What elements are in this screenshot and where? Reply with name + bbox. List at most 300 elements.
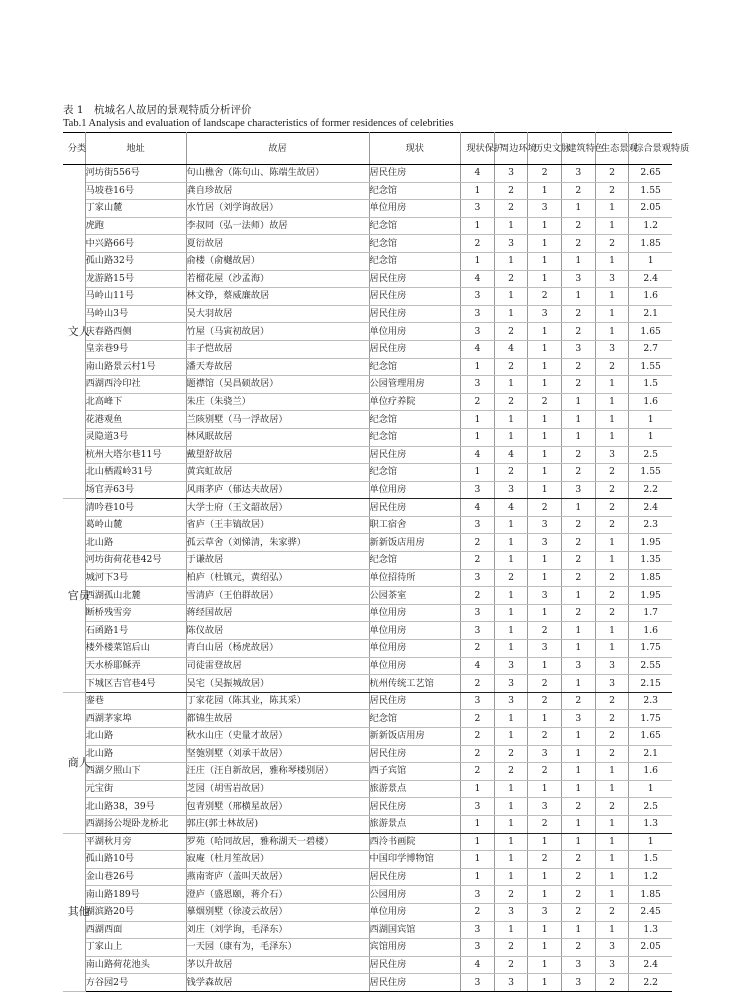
history-cell: 1 [528, 182, 562, 200]
surroundings-cell: 1 [494, 288, 528, 306]
table-row [63, 675, 672, 693]
ecology-cell: 1 [595, 305, 629, 323]
surroundings-cell: 1 [494, 815, 528, 833]
address-cell: 天水桥耶稣弄 [85, 657, 186, 675]
overall-cell: 2.55 [629, 657, 672, 675]
status-cell: 纪念馆 [369, 217, 461, 235]
overall-cell: 1.3 [629, 921, 672, 939]
category-cell [63, 165, 90, 499]
status-cell: 职工宿舍 [369, 516, 461, 534]
ecology-cell: 3 [595, 956, 629, 974]
overall-cell: 2.45 [629, 903, 672, 921]
surroundings-cell: 2 [494, 886, 528, 904]
residence-cell: 芝园（胡雪岩故居） [186, 780, 369, 798]
architecture-cell: 2 [562, 217, 596, 235]
overall-cell: 1.3 [629, 815, 672, 833]
ecology-cell: 1 [595, 921, 629, 939]
table-row [63, 728, 672, 746]
status-cell: 公园茶室 [369, 587, 461, 605]
header-residence: 故居 [186, 133, 369, 165]
history-cell: 1 [528, 464, 562, 482]
table-row [63, 393, 672, 411]
table-row [63, 200, 672, 218]
surroundings-cell: 2 [494, 745, 528, 763]
address-cell: 銮巷 [85, 692, 186, 710]
status-cell: 纪念馆 [369, 464, 461, 482]
architecture-cell: 1 [562, 728, 596, 746]
architecture-cell: 1 [562, 833, 596, 851]
surroundings-cell: 2 [494, 763, 528, 781]
status-cell: 单位招待所 [369, 569, 461, 587]
history-cell: 1 [528, 446, 562, 464]
protection-cell: 3 [461, 481, 495, 499]
overall-cell: 1.55 [629, 182, 672, 200]
status-cell: 宾馆用房 [369, 939, 461, 957]
table-row [63, 710, 672, 728]
table-row [63, 604, 672, 622]
architecture-cell: 1 [562, 675, 596, 693]
surroundings-cell: 2 [494, 569, 528, 587]
address-cell: 花港观鱼 [85, 411, 186, 429]
status-cell: 公园管理用房 [369, 376, 461, 394]
ecology-cell: 1 [595, 252, 629, 270]
history-cell: 1 [528, 358, 562, 376]
architecture-cell: 3 [562, 165, 596, 183]
table-row [63, 886, 672, 904]
residence-cell: 若榴花屋（沙孟海） [186, 270, 369, 288]
ecology-cell: 2 [595, 569, 629, 587]
residence-cell: 戴望舒故居 [186, 446, 369, 464]
history-cell: 1 [528, 956, 562, 974]
ecology-cell: 1 [595, 428, 629, 446]
residence-cell: 包青别墅（邢横星故居） [186, 798, 369, 816]
protection-cell: 2 [461, 745, 495, 763]
status-cell: 居民住房 [369, 305, 461, 323]
architecture-cell: 2 [562, 569, 596, 587]
category-cell [63, 833, 90, 991]
address-cell: 孤山路10号 [85, 851, 186, 869]
surroundings-cell: 3 [494, 481, 528, 499]
overall-cell: 1.5 [629, 376, 672, 394]
architecture-cell: 3 [562, 657, 596, 675]
surroundings-cell: 1 [494, 780, 528, 798]
table-row [63, 956, 672, 974]
residence-cell: 蒋经国故居 [186, 604, 369, 622]
protection-cell: 3 [461, 200, 495, 218]
caption-chinese: 表 1 杭城名人故居的景观特质分析评价 [63, 104, 252, 116]
history-cell: 2 [528, 165, 562, 183]
overall-cell: 1 [629, 252, 672, 270]
ecology-cell: 1 [595, 217, 629, 235]
residence-cell: 水竹居（刘学询故居） [186, 200, 369, 218]
history-cell: 1 [528, 481, 562, 499]
table-row [63, 499, 672, 517]
surroundings-cell: 2 [494, 393, 528, 411]
residence-cell: 风雨茅庐（郁达夫故居） [186, 481, 369, 499]
overall-cell: 1.65 [629, 728, 672, 746]
category-label: 其他 [67, 905, 90, 919]
overall-cell: 2.2 [629, 481, 672, 499]
architecture-cell: 2 [562, 446, 596, 464]
address-cell: 葛岭山麓 [85, 516, 186, 534]
architecture-cell: 2 [562, 798, 596, 816]
architecture-cell: 2 [562, 604, 596, 622]
status-cell: 西子宾馆 [369, 763, 461, 781]
residence-cell: 吴大羽故居 [186, 305, 369, 323]
status-cell: 杭州传统工艺馆 [369, 675, 461, 693]
history-cell: 3 [528, 745, 562, 763]
header-ecology: 生态景观 [595, 133, 629, 165]
address-cell: 金山巷26号 [85, 868, 186, 886]
architecture-cell: 3 [562, 481, 596, 499]
table-row [63, 974, 672, 992]
ecology-cell: 2 [595, 710, 629, 728]
history-cell: 2 [528, 763, 562, 781]
address-cell: 北山路38，39号 [85, 798, 186, 816]
header-status: 现状 [369, 133, 461, 165]
surroundings-cell: 3 [494, 657, 528, 675]
ecology-cell: 2 [595, 235, 629, 253]
history-cell: 1 [528, 939, 562, 957]
address-cell: 西湖茅家埠 [85, 710, 186, 728]
history-cell: 3 [528, 305, 562, 323]
history-cell: 3 [528, 640, 562, 658]
ecology-cell: 1 [595, 780, 629, 798]
architecture-cell: 3 [562, 956, 596, 974]
table-row [63, 640, 672, 658]
architecture-cell: 1 [562, 428, 596, 446]
surroundings-cell: 1 [494, 798, 528, 816]
status-cell: 单位用房 [369, 622, 461, 640]
status-cell: 单位疗养院 [369, 393, 461, 411]
residence-cell: 龚自珍故居 [186, 182, 369, 200]
history-cell: 3 [528, 903, 562, 921]
protection-cell: 3 [461, 323, 495, 341]
status-cell: 纪念馆 [369, 710, 461, 728]
status-cell: 西湖国宾馆 [369, 921, 461, 939]
protection-cell: 3 [461, 516, 495, 534]
address-cell: 湖滨路20号 [85, 903, 186, 921]
residence-cell: 钱学森故居 [186, 974, 369, 992]
overall-cell: 1.75 [629, 640, 672, 658]
table-header-row [63, 133, 672, 165]
ecology-cell: 3 [595, 939, 629, 957]
residence-cell: 郭庄(郭士林故居) [186, 815, 369, 833]
overall-cell: 2.4 [629, 499, 672, 517]
surroundings-cell: 3 [494, 165, 528, 183]
surroundings-cell: 1 [494, 411, 528, 429]
surroundings-cell: 1 [494, 516, 528, 534]
architecture-cell: 2 [562, 358, 596, 376]
residence-cell: 茅以升故居 [186, 956, 369, 974]
surroundings-cell: 2 [494, 182, 528, 200]
overall-cell: 1.7 [629, 604, 672, 622]
status-cell: 单位用房 [369, 657, 461, 675]
history-cell: 3 [528, 798, 562, 816]
address-cell: 南山路189号 [85, 886, 186, 904]
overall-cell: 2.3 [629, 692, 672, 710]
overall-cell: 2.5 [629, 446, 672, 464]
residence-cell: 柏庐（杜镇元，黄绍弘） [186, 569, 369, 587]
residence-cell: 寂庵（杜月笙故居） [186, 851, 369, 869]
ecology-cell: 1 [595, 411, 629, 429]
history-cell: 2 [528, 851, 562, 869]
protection-cell: 2 [461, 675, 495, 693]
landscape-evaluation-table [63, 132, 690, 992]
status-cell: 居民住房 [369, 499, 461, 517]
overall-cell: 2.5 [629, 798, 672, 816]
history-cell: 1 [528, 974, 562, 992]
protection-cell: 1 [461, 780, 495, 798]
history-cell: 3 [528, 516, 562, 534]
protection-cell: 4 [461, 956, 495, 974]
overall-cell: 1.35 [629, 552, 672, 570]
ecology-cell: 1 [595, 763, 629, 781]
history-cell: 1 [528, 552, 562, 570]
table-row [63, 657, 672, 675]
surroundings-cell: 2 [494, 956, 528, 974]
status-cell: 居民住房 [369, 692, 461, 710]
protection-cell: 1 [461, 428, 495, 446]
history-cell: 2 [528, 393, 562, 411]
protection-cell: 3 [461, 939, 495, 957]
status-cell: 居民住房 [369, 956, 461, 974]
overall-cell: 1.75 [629, 710, 672, 728]
residence-cell: 澄庐（盛恩颐，蒋介石） [186, 886, 369, 904]
history-cell: 1 [528, 252, 562, 270]
status-cell: 居民住房 [369, 446, 461, 464]
protection-cell: 1 [461, 217, 495, 235]
address-cell: 西湖扬公堤卧龙桥北 [85, 815, 186, 833]
architecture-cell: 2 [562, 464, 596, 482]
address-cell: 北山路 [85, 745, 186, 763]
caption-english: Tab.1 Analysis and evaluation of landscape characteristics of former residences of celebrities [63, 118, 454, 129]
residence-cell: 黄宾虹故居 [186, 464, 369, 482]
overall-cell: 2.3 [629, 516, 672, 534]
table-row [63, 745, 672, 763]
header-category: 分类 [63, 133, 85, 165]
header-architecture: 建筑特色 [562, 133, 596, 165]
ecology-cell: 2 [595, 182, 629, 200]
ecology-cell: 2 [595, 481, 629, 499]
ecology-cell: 2 [595, 516, 629, 534]
protection-cell: 3 [461, 569, 495, 587]
protection-cell: 2 [461, 534, 495, 552]
ecology-cell: 1 [595, 288, 629, 306]
surroundings-cell: 2 [494, 464, 528, 482]
ecology-cell: 2 [595, 728, 629, 746]
protection-cell: 4 [461, 340, 495, 358]
overall-cell: 1.2 [629, 217, 672, 235]
surroundings-cell: 2 [494, 200, 528, 218]
surroundings-cell: 1 [494, 710, 528, 728]
protection-cell: 4 [461, 165, 495, 183]
overall-cell: 2.05 [629, 200, 672, 218]
table-row [63, 692, 672, 710]
history-cell: 1 [528, 604, 562, 622]
category-label: 商人 [67, 755, 90, 769]
address-cell: 马坡巷16号 [85, 182, 186, 200]
table-row [63, 921, 672, 939]
residence-cell: 雪清庐（王伯群故居） [186, 587, 369, 605]
history-cell: 2 [528, 728, 562, 746]
surroundings-cell: 1 [494, 534, 528, 552]
surroundings-cell: 3 [494, 974, 528, 992]
protection-cell: 2 [461, 552, 495, 570]
history-cell: 1 [528, 868, 562, 886]
table-row [63, 516, 672, 534]
residence-cell: 潘天寿故居 [186, 358, 369, 376]
protection-cell: 1 [461, 868, 495, 886]
history-cell: 2 [528, 499, 562, 517]
surroundings-cell: 1 [494, 622, 528, 640]
protection-cell: 4 [461, 446, 495, 464]
surroundings-cell: 1 [494, 428, 528, 446]
ecology-cell: 2 [595, 499, 629, 517]
address-cell: 杭州大塔尔巷11号 [85, 446, 186, 464]
table-row [63, 464, 672, 482]
history-cell: 2 [528, 815, 562, 833]
table-row [63, 587, 672, 605]
status-cell: 旅游景点 [369, 815, 461, 833]
address-cell: 龙游路15号 [85, 270, 186, 288]
history-cell: 3 [528, 587, 562, 605]
table-row [63, 569, 672, 587]
protection-cell: 1 [461, 411, 495, 429]
table-row [63, 868, 672, 886]
architecture-cell: 2 [562, 182, 596, 200]
protection-cell: 1 [461, 833, 495, 851]
architecture-cell: 2 [562, 305, 596, 323]
table-row [63, 798, 672, 816]
status-cell: 居民住房 [369, 868, 461, 886]
history-cell: 1 [528, 340, 562, 358]
history-cell: 1 [528, 376, 562, 394]
overall-cell: 1.85 [629, 886, 672, 904]
residence-cell: 吴宅（吴振城故居） [186, 675, 369, 693]
surroundings-cell: 1 [494, 728, 528, 746]
residence-cell: 林风眠故居 [186, 428, 369, 446]
address-cell: 中兴路66号 [85, 235, 186, 253]
ecology-cell: 2 [595, 798, 629, 816]
architecture-cell: 1 [562, 640, 596, 658]
architecture-cell: 2 [562, 376, 596, 394]
address-cell: 元宝街 [85, 780, 186, 798]
status-cell: 居民住房 [369, 745, 461, 763]
ecology-cell: 3 [595, 657, 629, 675]
surroundings-cell: 2 [494, 939, 528, 957]
status-cell: 纪念馆 [369, 411, 461, 429]
architecture-cell: 3 [562, 710, 596, 728]
protection-cell: 2 [461, 763, 495, 781]
address-cell: 马岭山3号 [85, 305, 186, 323]
address-cell: 南山路荷花池头 [85, 956, 186, 974]
surroundings-cell: 1 [494, 868, 528, 886]
address-cell: 方谷园2号 [85, 974, 186, 992]
architecture-cell: 3 [562, 340, 596, 358]
protection-cell: 3 [461, 692, 495, 710]
protection-cell: 1 [461, 851, 495, 869]
status-cell: 西泠书画院 [369, 833, 461, 851]
overall-cell: 2.15 [629, 675, 672, 693]
history-cell: 1 [528, 921, 562, 939]
architecture-cell: 2 [562, 851, 596, 869]
history-cell: 2 [528, 622, 562, 640]
ecology-cell: 2 [595, 464, 629, 482]
overall-cell: 2.65 [629, 165, 672, 183]
table-row [63, 323, 672, 341]
overall-cell: 2.7 [629, 340, 672, 358]
residence-cell: 夏衍故居 [186, 235, 369, 253]
protection-cell: 2 [461, 710, 495, 728]
status-cell: 纪念馆 [369, 235, 461, 253]
address-cell: 灵隐道3号 [85, 428, 186, 446]
category-label: 官员 [67, 588, 90, 602]
protection-cell: 3 [461, 288, 495, 306]
protection-cell: 2 [461, 640, 495, 658]
ecology-cell: 1 [595, 851, 629, 869]
overall-cell: 1.95 [629, 534, 672, 552]
ecology-cell: 1 [595, 323, 629, 341]
table-row [63, 903, 672, 921]
table-row [63, 851, 672, 869]
protection-cell: 3 [461, 622, 495, 640]
residence-cell: 都锦生故居 [186, 710, 369, 728]
overall-cell: 1.85 [629, 569, 672, 587]
residence-cell: 大学士府（王文韶故居） [186, 499, 369, 517]
overall-cell: 2.4 [629, 270, 672, 288]
protection-cell: 1 [461, 182, 495, 200]
architecture-cell: 3 [562, 270, 596, 288]
status-cell: 新新饭店用房 [369, 728, 461, 746]
surroundings-cell: 1 [494, 252, 528, 270]
residence-cell: 刘庄（刘学询，毛泽东） [186, 921, 369, 939]
architecture-cell: 1 [562, 815, 596, 833]
table-row [63, 763, 672, 781]
overall-cell: 1.95 [629, 587, 672, 605]
address-cell: 西湖夕照山下 [85, 763, 186, 781]
status-cell: 居民住房 [369, 165, 461, 183]
residence-cell: 兰陔别墅（马一浮故居） [186, 411, 369, 429]
overall-cell: 1.6 [629, 393, 672, 411]
residence-cell: 竹屋（马寅初故居） [186, 323, 369, 341]
history-cell: 1 [528, 270, 562, 288]
architecture-cell: 1 [562, 393, 596, 411]
address-cell: 河坊街556号 [85, 165, 186, 183]
protection-cell: 3 [461, 305, 495, 323]
residence-cell: 汪庄（汪自新故居，雅称琴楼别居） [186, 763, 369, 781]
header-address: 地址 [85, 133, 186, 165]
surroundings-cell: 4 [494, 340, 528, 358]
protection-cell: 1 [461, 464, 495, 482]
table-row [63, 182, 672, 200]
protection-cell: 2 [461, 728, 495, 746]
history-cell: 1 [528, 411, 562, 429]
residence-cell: 孤云草舍（刘悌清，朱家骅） [186, 534, 369, 552]
table-row [63, 270, 672, 288]
architecture-cell: 2 [562, 903, 596, 921]
residence-cell: 于谦故居 [186, 552, 369, 570]
address-cell: 北山栖霞岭31号 [85, 464, 186, 482]
table-row [63, 481, 672, 499]
architecture-cell: 1 [562, 763, 596, 781]
ecology-cell: 1 [595, 534, 629, 552]
residence-cell: 摹烟别墅（徐凌云故居） [186, 903, 369, 921]
history-cell: 1 [528, 323, 562, 341]
ecology-cell: 1 [595, 200, 629, 218]
surroundings-cell: 3 [494, 235, 528, 253]
table-row [63, 305, 672, 323]
